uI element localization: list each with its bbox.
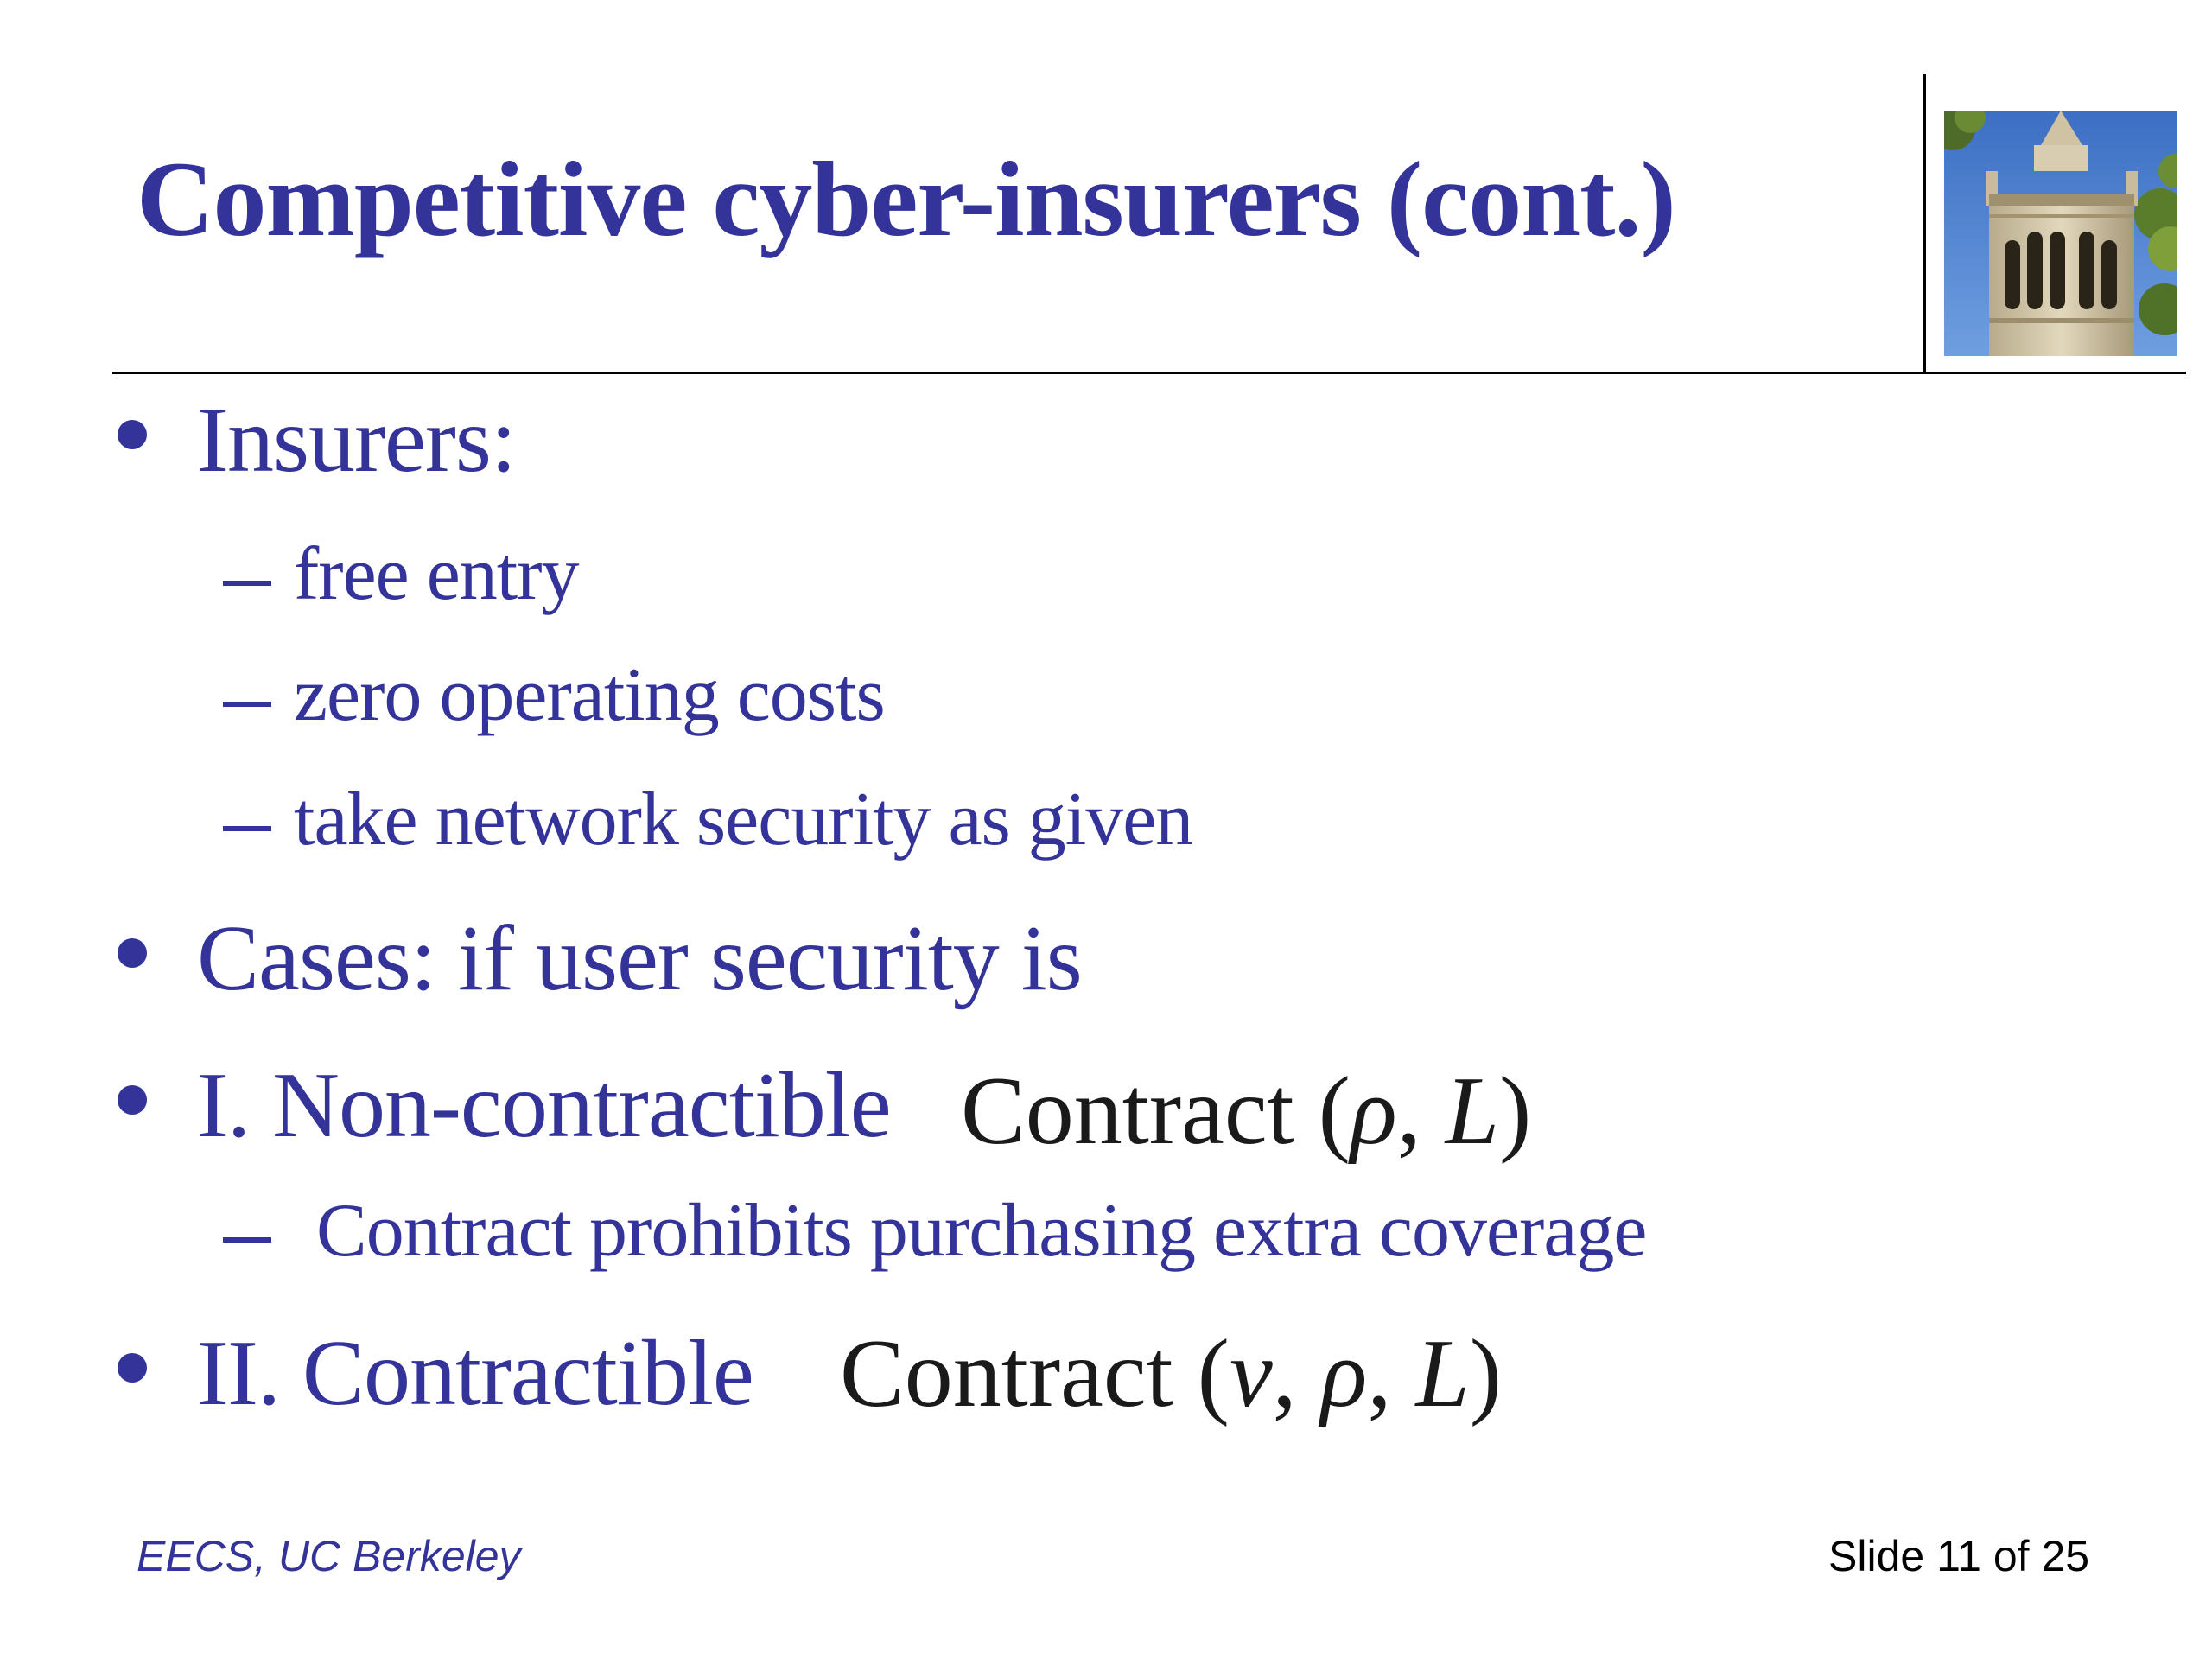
bullet-contractible: II. Contractible [197,1322,753,1425]
sub-bullet-free-entry: free entry [294,532,579,616]
sub-bullet-dash [223,702,271,707]
contract-word: Contract [840,1320,1173,1427]
math-var-v: v [1229,1320,1273,1427]
math-var-rho: ρ [1320,1320,1368,1427]
bullet-cases: Cases: if user security is [197,907,1082,1010]
sub-bullet-contract-prohibits: Contract prohibits purchasing extra coverage [316,1189,1647,1273]
contract-formula-non-contractible: Contract (ρ, L) [961,1058,1532,1165]
bullet-non-contractible: I. Non-contractible [197,1054,891,1157]
contract-word: Contract [961,1058,1294,1165]
sub-bullet-zero-operating-costs: zero operating costs [294,653,885,737]
bullet-marker [118,1353,147,1382]
math-var-L: L [1415,1320,1470,1427]
contract-formula-contractible: Contract (v, ρ, L) [840,1320,1503,1427]
sub-bullet-dash [223,1237,271,1243]
title-vertical-divider [1923,74,1926,373]
slide-number: Slide 11 of 25 [1828,1532,2090,1580]
campanile-tower-photo-icon [1944,111,2177,356]
sub-bullet-dash [223,581,271,586]
bullet-marker [118,1085,147,1115]
bullet-insurers: Insurers: [197,389,516,492]
bullet-marker [118,938,147,968]
sub-bullet-dash [223,826,271,831]
math-var-rho: ρ [1350,1058,1397,1165]
sub-bullet-network-security: take network security as given [294,778,1193,861]
slide-title: Competitive cyber-insurers (cont.) [137,140,1675,258]
title-horizontal-divider [112,372,2186,374]
bullet-marker [118,420,147,449]
footer-institution: EECS, UC Berkeley [137,1532,521,1580]
math-var-L: L [1445,1058,1500,1165]
